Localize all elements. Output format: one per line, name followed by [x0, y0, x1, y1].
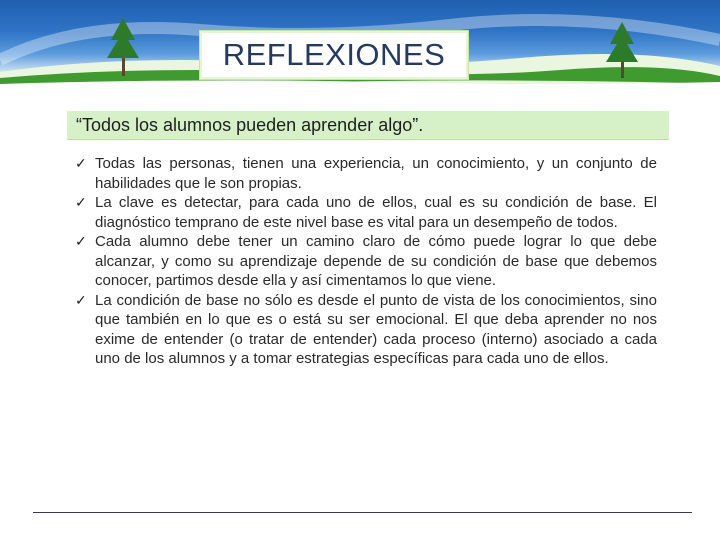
quote-banner — [67, 111, 669, 140]
header-banner — [0, 0, 720, 90]
list-item-text: Cada alumno debe tener un camino claro de cómo puede lograr lo que debe alcanzar, y como su aprendizaje depende de su condición de base que debemos conocer, partimos desde ella y así cimentamos lo que viene. — [95, 233, 657, 289]
list-item-text: La condición de base no sólo es desde el punto de vista de los conocimientos, sino que también en lo que es o está su ser emocional. El que deba aprender no nos exime de entender (o tratar de entender) cada proceso (interno) asociado a cada uno de los alumnos y a tomar estrategias específicas para cada uno de ellos. — [95, 291, 657, 367]
checkmark-icon: ✓ — [75, 233, 87, 249]
list-item — [73, 193, 657, 232]
quote-text: “Todos los alumnos pueden aprender algo”. — [76, 114, 424, 135]
list-item-text: Todas las personas, tienen una experiencia, un conocimiento, y un conjunto de habilidades que le son propias. — [95, 155, 657, 192]
page-title: REFLEXIONES — [222, 37, 446, 72]
bullet-list — [73, 154, 657, 369]
checkmark-icon: ✓ — [75, 194, 87, 210]
list-item — [73, 291, 657, 369]
checkmark-icon: ✓ — [75, 155, 87, 171]
list-item — [73, 154, 657, 193]
checkmark-icon: ✓ — [75, 291, 87, 308]
footer-divider — [33, 512, 692, 513]
title-box — [200, 31, 468, 79]
list-item — [73, 232, 657, 291]
list-item-text: La clave es detectar, para cada uno de ellos, cual es su condición de base. El diagnóstico temprano de este nivel base es vital para un desempeño de todos. — [95, 194, 657, 231]
